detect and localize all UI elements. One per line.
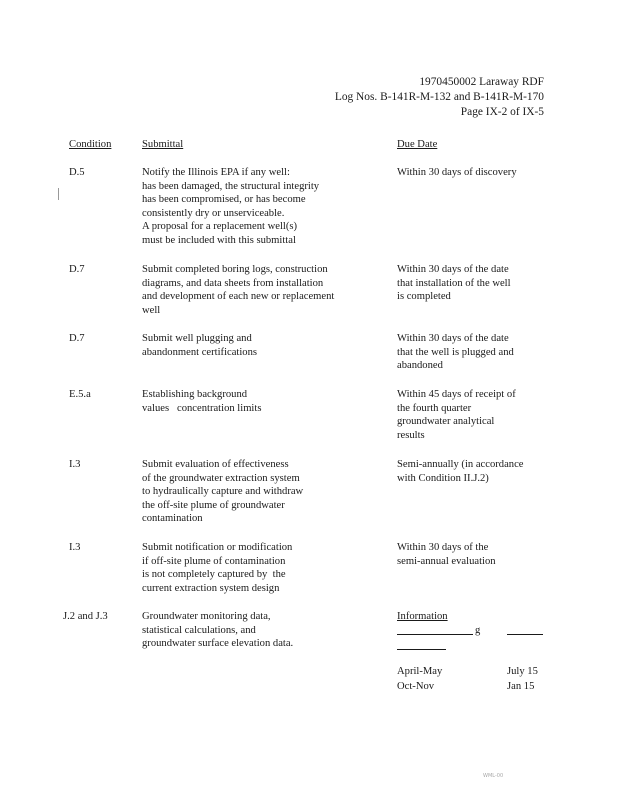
due-line: the fourth quarter: [397, 402, 472, 414]
submittal-line: must be included with this submittal: [142, 234, 296, 246]
submittal-line: Submit notification or modification: [142, 542, 293, 553]
due-information-heading: Information: [397, 611, 448, 622]
row-condition: I.3: [69, 542, 81, 553]
due-fragment: g: [475, 625, 481, 636]
submittal-line: contamination: [142, 513, 203, 525]
submittal-line: consistently dry or unserviceable.: [142, 207, 285, 219]
column-heading-due-date: Due Date: [397, 139, 438, 150]
submittal-line: of the groundwater extraction system: [142, 472, 300, 484]
row-submittal: [142, 263, 334, 317]
row-condition: D.5: [69, 167, 85, 178]
column-heading-submittal: Submittal: [142, 139, 184, 150]
submittal-line: has been damaged, the structural integrity: [142, 180, 320, 192]
row-submittal: [142, 541, 292, 595]
row-condition: D.7: [69, 333, 85, 344]
due-line: that the well is plugged and: [397, 346, 514, 358]
header-facility-id: 1970450002 Laraway RDF: [419, 76, 544, 88]
due-line: Within 30 days of the date: [397, 333, 509, 344]
due-line: results: [397, 429, 425, 441]
row-due-date: [397, 541, 496, 568]
submittal-line: is not completely captured by the: [142, 569, 286, 581]
submittal-line: Notify the Illinois EPA if any well:: [142, 167, 290, 178]
row-submittal: [142, 166, 319, 248]
bates-stamp: WML-00: [483, 773, 504, 779]
header-page-number: Page IX-2 of IX-5: [460, 106, 544, 118]
column-heading-condition: Condition: [69, 139, 112, 150]
submittal-line: the off-site plume of groundwater: [142, 499, 285, 511]
due-line: that installation of the well: [397, 277, 511, 289]
row-condition: E.5.a: [69, 389, 91, 400]
schedule-due: July 15: [507, 666, 538, 677]
submittal-line: abandonment certifications: [142, 346, 258, 358]
due-line: Within 30 days of the date: [397, 264, 509, 275]
row-due-date: [397, 388, 516, 442]
submittal-line: Groundwater monitoring data,: [142, 611, 271, 622]
rule-line: [397, 634, 473, 635]
due-line: is completed: [397, 291, 451, 303]
row-due-date: [397, 263, 511, 304]
due-line: with Condition II.J.2): [397, 472, 489, 484]
submittal-line: Submit well plugging and: [142, 333, 252, 344]
due-line: Within 30 days of discovery: [397, 167, 517, 178]
due-line: Semi-annually (in accordance: [397, 459, 524, 470]
row-condition: J.2 and J.3: [63, 611, 108, 622]
submittal-line: A proposal for a replacement well(s): [142, 221, 298, 233]
submittal-line: and development of each new or replacement: [142, 291, 335, 303]
schedule-period: April-May: [397, 666, 443, 677]
schedule-due: Jan 15: [507, 681, 535, 692]
due-line: Within 30 days of the: [397, 542, 489, 553]
due-line: Within 45 days of receipt of: [397, 389, 516, 400]
submittal-line: groundwater surface elevation data.: [142, 638, 294, 650]
submittal-line: Submit evaluation of effectiveness: [142, 459, 289, 470]
rule-line: [397, 649, 446, 650]
due-line: semi-annual evaluation: [397, 555, 496, 567]
submittal-line: if off-site plume of contamination: [142, 555, 286, 567]
row-submittal: [142, 332, 257, 359]
row-submittal: [142, 610, 293, 651]
submittal-line: well: [142, 304, 161, 316]
due-line: groundwater analytical: [397, 416, 495, 428]
rule-line: [507, 634, 543, 635]
submittal-line: Establishing background: [142, 389, 248, 400]
submittal-line: diagrams, and data sheets from installation: [142, 277, 324, 289]
row-due-date: [397, 458, 523, 485]
submittal-line: current extraction system design: [142, 582, 280, 594]
submittal-line: has been compromised, or has become: [142, 194, 306, 206]
row-condition: I.3: [69, 459, 81, 470]
due-line: abandoned: [397, 360, 443, 372]
margin-mark: [58, 188, 59, 200]
row-submittal: [142, 458, 303, 526]
submittal-line: values concentration limits: [142, 402, 262, 414]
submittal-line: Submit completed boring logs, construction: [142, 264, 328, 275]
schedule-period: Oct-Nov: [397, 681, 435, 692]
row-condition: D.7: [69, 264, 85, 275]
row-due-date: [397, 166, 517, 180]
row-due-date: [397, 332, 514, 373]
row-submittal: [142, 388, 261, 415]
header-log-numbers: Log Nos. B-141R-M-132 and B-141R-M-170: [334, 91, 544, 103]
submittal-line: statistical calculations, and: [142, 624, 256, 636]
submittal-line: to hydraulically capture and withdraw: [142, 486, 304, 498]
